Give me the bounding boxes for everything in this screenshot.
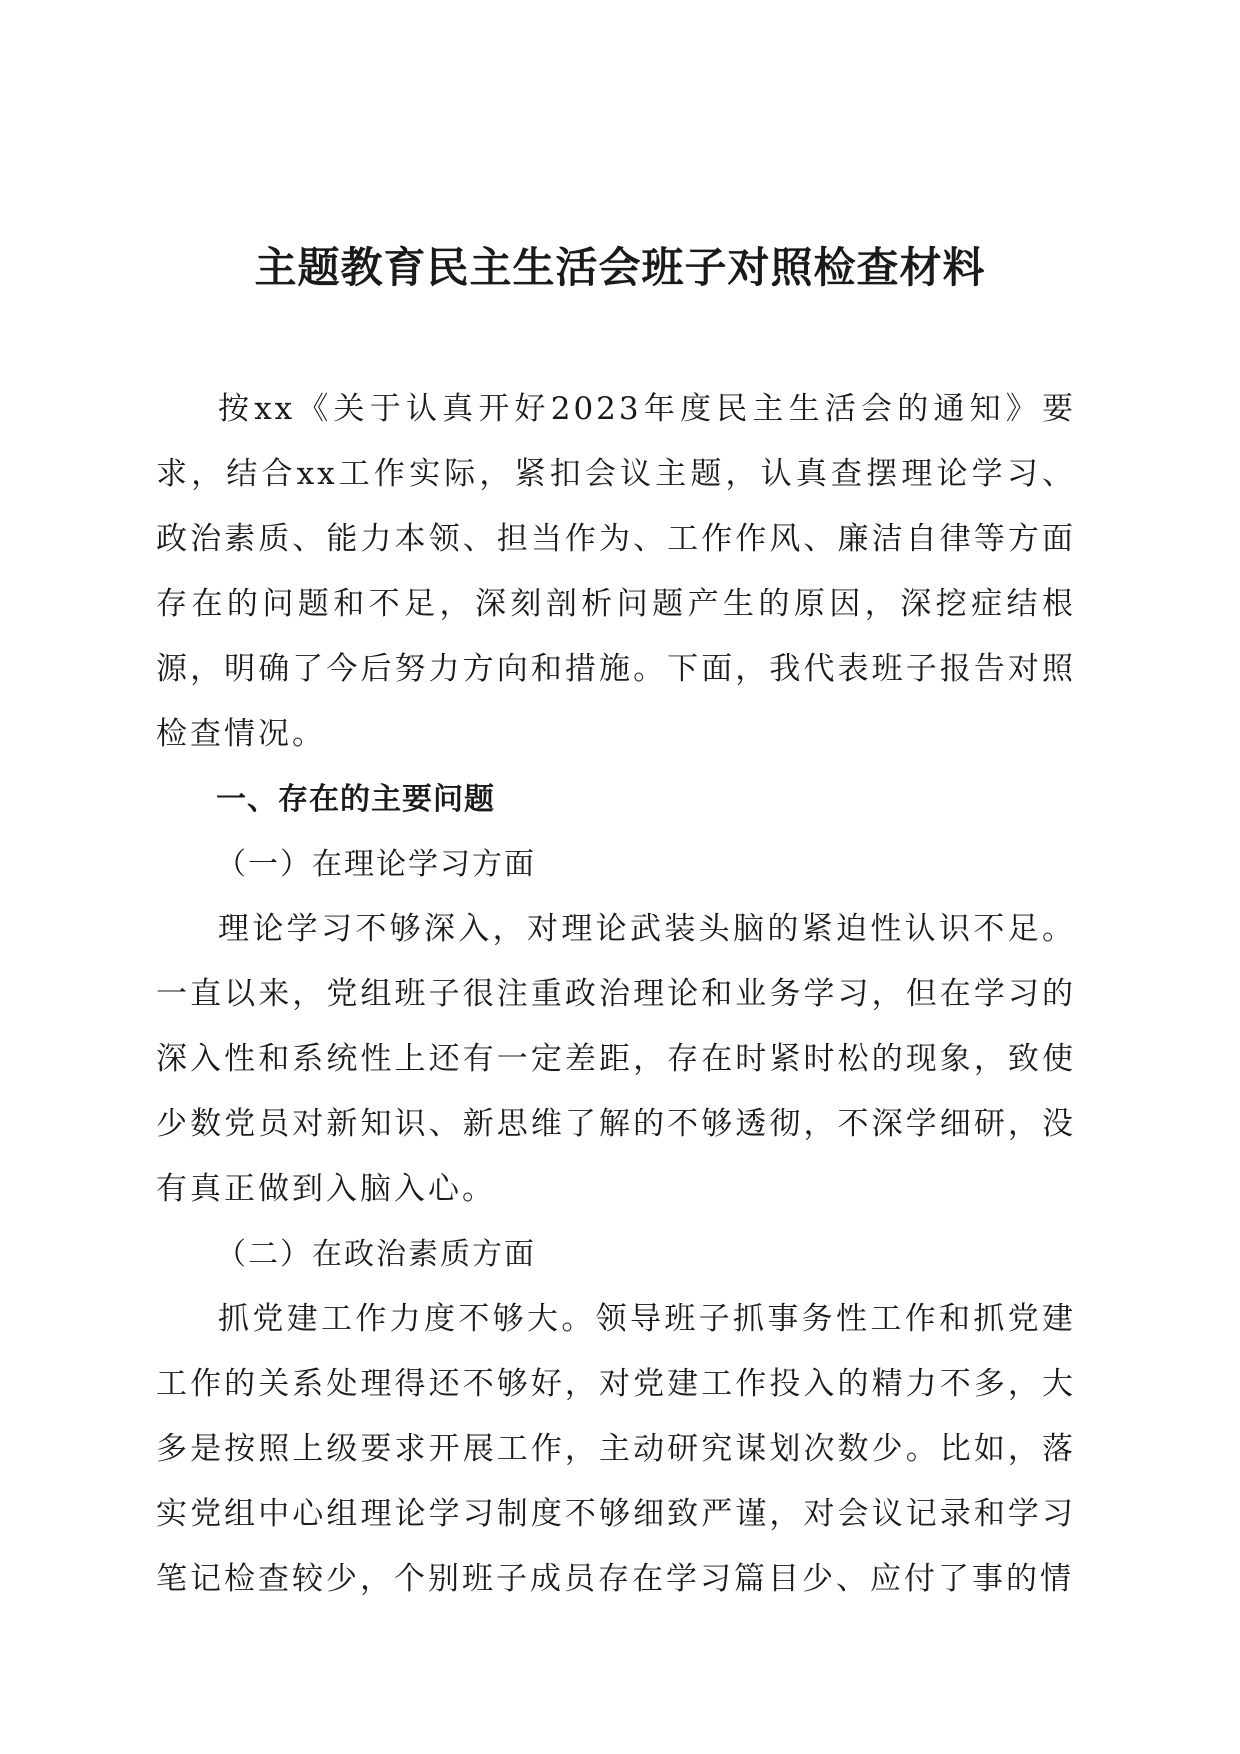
subsection-heading-political-quality: （二）在政治素质方面	[216, 1237, 536, 1272]
political-quality-paragraph: 抓党建工作力度不够大。领导班子抓事务性工作和抓党建工作的关系处理得还不够好，对党建工作投入的精力不多，大多是按照上级要求开展工作，主动研究谋划次数少。比如，落实党组中心组理论学习制度不够细致严谨，对会议记录和学习笔记检查较少，个别班子成员存在学习篇目少、应付了事的情	[156, 1301, 1076, 1597]
theory-study-paragraph: 理论学习不够深入，对理论武装头脑的紧迫性认识不足。一直以来，党组班子很注重政治理论和业务学习，但在学习的深入性和系统性上还有一定差距，存在时紧时松的现象，致使少数党员对新知识、新思维了解的不够透彻，不深学细研，没有真正做到入脑入心。	[156, 911, 1076, 1207]
intro-paragraph: 按xx《关于认真开好2023年度民主生活会的通知》要求，结合xx工作实际，紧扣会议主题，认真查摆理论学习、政治素质、能力本领、担当作为、工作作风、廉洁自律等方面存在的问题和不足，深刻剖析问题产生的原因，深挖症结根源，明确了今后努力方向和措施。下面，我代表班子报告对照检查情况。	[156, 391, 1076, 752]
document-body	[156, 377, 1076, 1612]
section-heading-main-problems: 一、存在的主要问题	[216, 782, 495, 817]
document-title: 主题教育民主生活会班子对照检查材料	[254, 243, 986, 292]
subsection-heading-theory-study: （一）在理论学习方面	[216, 847, 536, 882]
